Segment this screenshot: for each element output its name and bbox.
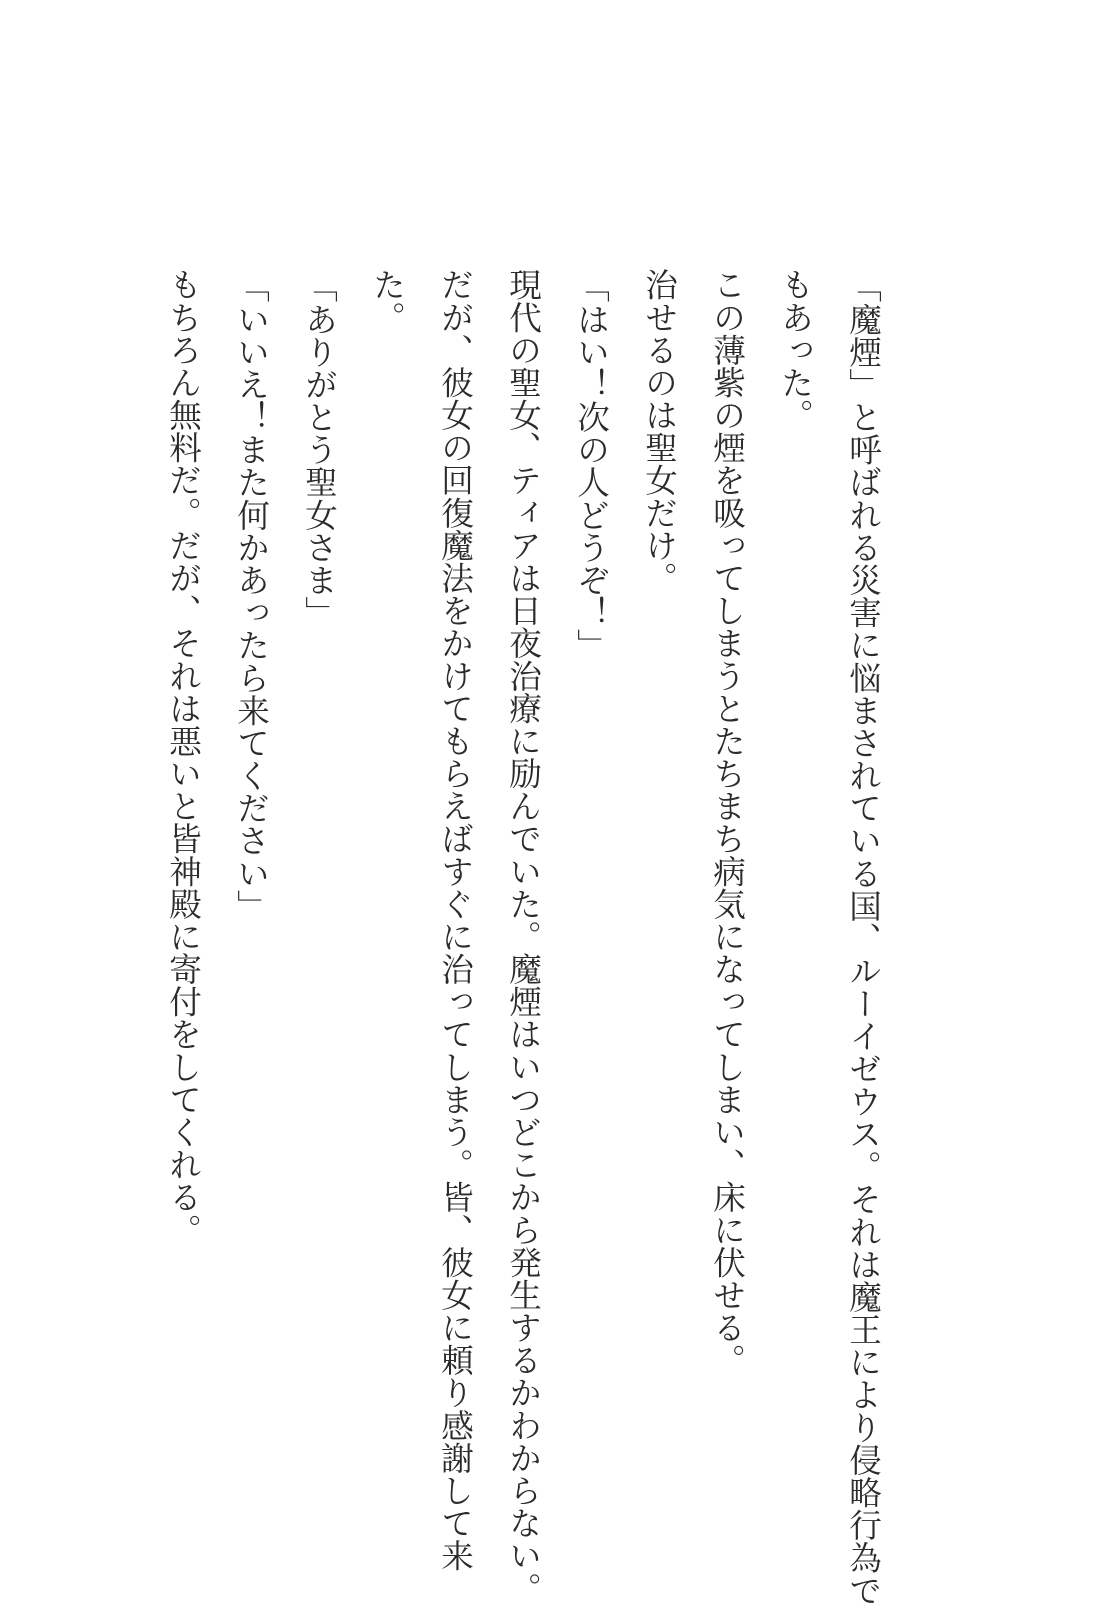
text-line-10: 「いいえ！また何かあったら来てください」 xyxy=(232,270,270,922)
text-line-4: 治せるのは聖女だけ。 xyxy=(640,268,678,594)
text-line-9: 「ありがとう聖女さま」 xyxy=(300,270,338,629)
text-line-5: 「はい！次の人どうぞ！」 xyxy=(572,270,610,662)
text-line-11: もちろん無料だ。だが、それは悪いと皆神殿に寄付をしてくれる。 xyxy=(164,268,202,1246)
text-line-6: 現代の聖女、ティアは日夜治療に励んでいた。魔煙はいつどこから発生するかわからない。 xyxy=(504,268,542,1605)
text-line-1: 「魔煙」と呼ばれる災害に悩まされている国、ルーイゼウス。それは魔王により侵略行為で xyxy=(844,270,882,1606)
text-line-3: この薄紫の煙を吸ってしまうとたちまち病気になってしまい、床に伏せる。 xyxy=(708,268,746,1377)
text-line-8: た。 xyxy=(368,268,406,334)
text-line-2: もあった。 xyxy=(776,268,814,431)
text-line-7: だが、彼女の回復魔法をかけてもらえばすぐに治ってしまう。皆、彼女に頼り感謝して来 xyxy=(436,268,474,1572)
